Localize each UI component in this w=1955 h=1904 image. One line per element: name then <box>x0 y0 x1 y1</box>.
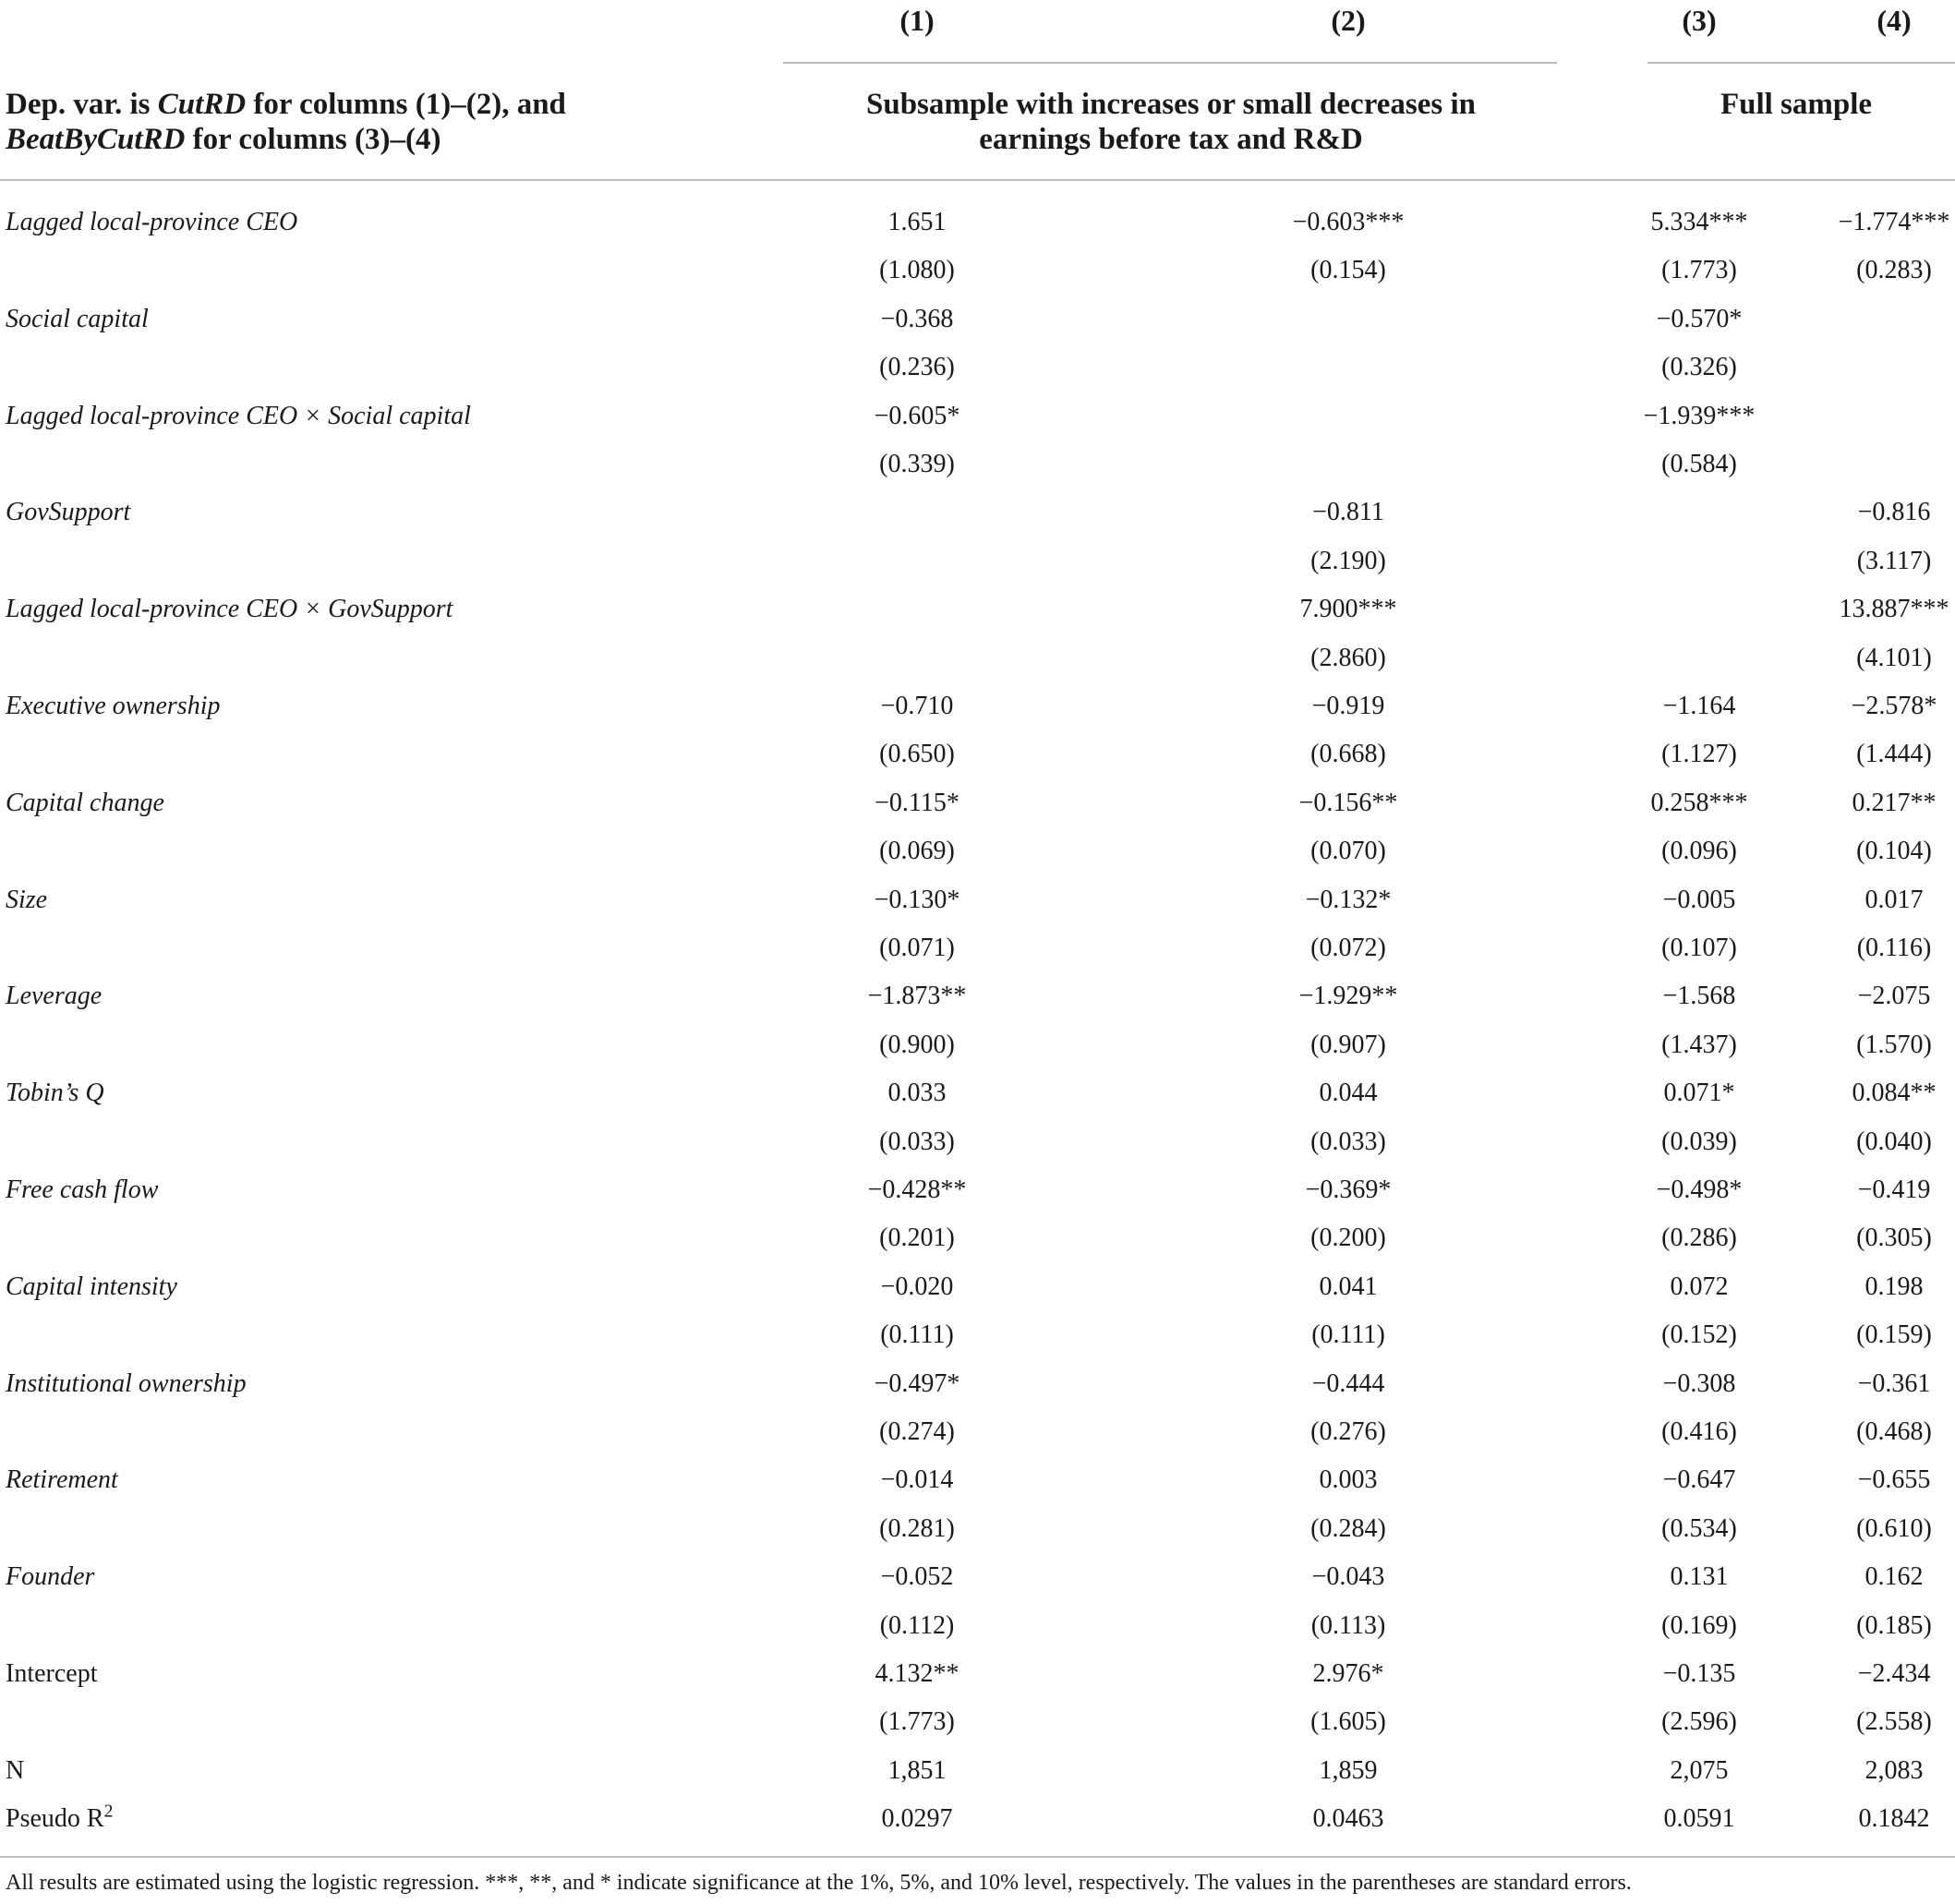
standard-error-cell: (1.570) <box>1856 1030 1932 1059</box>
standard-error-cell: (0.039) <box>1661 1127 1737 1156</box>
standard-error-cell: (0.033) <box>1310 1127 1386 1156</box>
standard-error-cell: (0.286) <box>1661 1223 1737 1252</box>
standard-error-cell: (0.200) <box>1310 1223 1386 1252</box>
coefficient-cell: 0.044 <box>1319 1079 1378 1107</box>
standard-error-cell: (1.773) <box>879 1707 955 1736</box>
standard-error-cell: (0.339) <box>879 450 955 478</box>
row-label: Lagged local-province CEO × GovSupport <box>6 595 453 623</box>
table-footnote: All results are estimated using the logistic regression. ***, **, and * indicate significance at the 1%, 5%, and 10% level, respectively. The values in the parentheses are standard errors. <box>6 1871 1632 1895</box>
standard-error-cell: (0.534) <box>1661 1514 1737 1543</box>
standard-error-cell: (3.117) <box>1856 547 1932 575</box>
coefficient-cell: −0.014 <box>880 1465 954 1494</box>
dep-var-beatbycutrd: BeatByCutRD <box>6 123 186 156</box>
standard-error-cell: (0.610) <box>1856 1514 1932 1543</box>
standard-error-cell: (0.071) <box>879 934 955 962</box>
standard-error-cell: (0.116) <box>1856 934 1932 962</box>
row-label: Social capital <box>6 305 149 333</box>
coefficient-cell: −0.655 <box>1857 1465 1931 1494</box>
column-number-2: (2) <box>1331 4 1366 37</box>
stat-value-cell: 1,851 <box>887 1756 947 1785</box>
row-label: Free cash flow <box>6 1175 159 1204</box>
standard-error-cell: (0.281) <box>879 1514 955 1543</box>
standard-error-cell: (0.305) <box>1856 1223 1932 1252</box>
stat-label-text: Pseudo R <box>6 1804 104 1833</box>
standard-error-cell: (4.101) <box>1856 644 1932 672</box>
standard-error-cell: (0.159) <box>1856 1320 1932 1349</box>
standard-error-cell: (0.033) <box>879 1127 955 1156</box>
coefficient-cell: 0.041 <box>1319 1272 1378 1301</box>
standard-error-cell: (0.111) <box>880 1320 954 1349</box>
stat-label <box>6 1803 113 1835</box>
row-label: Lagged local-province CEO × Social capital <box>6 402 471 430</box>
standard-error-cell: (0.070) <box>1310 837 1386 865</box>
standard-error-cell: (0.040) <box>1856 1127 1932 1156</box>
standard-error-cell: (0.900) <box>879 1030 955 1059</box>
standard-error-cell: (0.072) <box>1310 934 1386 962</box>
coefficient-cell: −1.929** <box>1298 982 1398 1010</box>
coefficient-cell: −0.605* <box>874 402 960 430</box>
standard-error-cell: (2.558) <box>1856 1707 1932 1736</box>
coefficient-cell: −1.774*** <box>1838 208 1950 236</box>
standard-error-cell: (0.107) <box>1661 934 1737 962</box>
group-header-subsample <box>755 87 1587 157</box>
standard-error-cell: (2.190) <box>1310 547 1386 575</box>
standard-error-cell: (0.468) <box>1856 1417 1932 1446</box>
standard-error-cell: (0.284) <box>1310 1514 1386 1543</box>
stat-label-text: N <box>6 1756 25 1785</box>
coefficient-cell: −0.444 <box>1311 1369 1385 1398</box>
coefficient-cell: 0.071* <box>1663 1079 1735 1107</box>
coefficient-cell: −1.939*** <box>1643 402 1756 430</box>
header-bottom-rule <box>0 179 1955 181</box>
coefficient-cell: 5.334*** <box>1650 208 1748 236</box>
coefficient-cell: 1.651 <box>887 208 947 236</box>
standard-error-cell: (0.668) <box>1310 740 1386 768</box>
dependent-variable-header <box>6 87 744 157</box>
standard-error-cell: (1.127) <box>1661 740 1737 768</box>
coefficient-cell: −0.308 <box>1662 1369 1736 1398</box>
row-label: Executive ownership <box>6 692 221 720</box>
coefficient-cell: −2.578* <box>1851 692 1937 720</box>
standard-error-cell: (0.185) <box>1856 1611 1932 1640</box>
standard-error-cell: (0.276) <box>1310 1417 1386 1446</box>
coefficient-cell: −0.497* <box>874 1369 960 1398</box>
standard-error-cell: (0.113) <box>1310 1611 1386 1640</box>
coefficient-cell: −0.419 <box>1857 1175 1931 1204</box>
coefficient-cell: −0.710 <box>880 692 954 720</box>
row-label: Lagged local-province CEO <box>6 208 298 236</box>
standard-error-cell: (0.096) <box>1661 837 1737 865</box>
row-label: Tobin’s Q <box>6 1079 104 1107</box>
standard-error-cell: (0.112) <box>879 1611 955 1640</box>
coefficient-cell: −2.434 <box>1857 1659 1931 1688</box>
stat-value-cell: 1,859 <box>1319 1756 1378 1785</box>
coefficient-cell: −0.052 <box>880 1562 954 1591</box>
coefficient-cell: −0.043 <box>1311 1562 1385 1591</box>
stat-value-cell: 0.0591 <box>1663 1804 1735 1833</box>
coefficient-cell: −0.156** <box>1298 789 1398 817</box>
column-number-3: (3) <box>1682 4 1717 37</box>
coefficient-cell: 0.162 <box>1864 1562 1924 1591</box>
standard-error-cell: (0.326) <box>1661 353 1737 381</box>
standard-error-cell: (0.650) <box>879 740 955 768</box>
coefficient-cell: −0.369* <box>1305 1175 1392 1204</box>
dep-var-suffix: for columns (3)–(4) <box>185 123 441 156</box>
coefficient-cell: 0.258*** <box>1650 789 1748 817</box>
standard-error-cell: (0.907) <box>1310 1030 1386 1059</box>
coefficient-cell: −0.647 <box>1662 1465 1736 1494</box>
coefficient-cell: −1.164 <box>1662 692 1736 720</box>
dep-var-prefix: Dep. var. is <box>6 88 158 121</box>
standard-error-cell: (2.596) <box>1661 1707 1737 1736</box>
coefficient-cell: −0.919 <box>1311 692 1385 720</box>
dep-var-mid: for columns (1)–(2), and <box>246 88 566 121</box>
table-bottom-rule <box>0 1856 1955 1858</box>
coefficient-cell: −0.816 <box>1857 498 1931 526</box>
coefficient-cell: −0.811 <box>1312 498 1384 526</box>
standard-error-cell: (0.236) <box>879 353 955 381</box>
coefficient-cell: −1.568 <box>1662 982 1736 1010</box>
row-label: Size <box>6 886 48 914</box>
row-label: Capital change <box>6 789 164 817</box>
stat-value-cell: 0.0463 <box>1312 1804 1384 1833</box>
stat-label-superscript: 2 <box>103 1802 114 1822</box>
standard-error-cell: (1.605) <box>1310 1707 1386 1736</box>
standard-error-cell: (0.201) <box>879 1223 955 1252</box>
stat-label <box>6 1755 24 1787</box>
coefficient-cell: −0.020 <box>880 1272 954 1301</box>
standard-error-cell: (2.860) <box>1310 644 1386 672</box>
row-label: GovSupport <box>6 498 131 526</box>
row-label: Leverage <box>6 982 103 1010</box>
coefficient-cell: 0.217** <box>1852 789 1937 817</box>
group-2-rule <box>1647 62 1955 64</box>
coefficient-cell: 13.887*** <box>1839 595 1949 623</box>
coefficient-cell: 2.976* <box>1312 1659 1384 1688</box>
group-header-full-sample: Full sample <box>1720 88 1873 121</box>
stat-value-cell: 2,075 <box>1670 1756 1729 1785</box>
coefficient-cell: −0.428** <box>867 1175 967 1204</box>
row-label: Intercept <box>6 1659 98 1688</box>
standard-error-cell: (1.444) <box>1856 740 1932 768</box>
coefficient-cell: −1.873** <box>867 982 967 1010</box>
coefficient-cell: 7.900*** <box>1299 595 1397 623</box>
standard-error-cell: (0.584) <box>1661 450 1737 478</box>
coefficient-cell: −0.132* <box>1305 886 1392 914</box>
coefficient-cell: 0.033 <box>887 1079 947 1107</box>
group-header-subsample-line2: earnings before tax and R&D <box>979 123 1363 156</box>
coefficient-cell: 0.084** <box>1852 1079 1937 1107</box>
coefficient-cell: 0.017 <box>1864 886 1924 914</box>
coefficient-cell: −0.005 <box>1662 886 1736 914</box>
coefficient-cell: −2.075 <box>1857 982 1931 1010</box>
standard-error-cell: (0.283) <box>1856 256 1932 284</box>
group-header-subsample-line1: Subsample with increases or small decreases in <box>865 88 1477 121</box>
coefficient-cell: 0.003 <box>1319 1465 1378 1494</box>
coefficient-cell: −0.130* <box>874 886 960 914</box>
standard-error-cell: (1.437) <box>1661 1030 1737 1059</box>
coefficient-cell: −0.135 <box>1662 1659 1736 1688</box>
column-number-4: (4) <box>1877 4 1912 37</box>
coefficient-cell: 0.131 <box>1670 1562 1729 1591</box>
group-1-rule <box>783 62 1557 64</box>
row-label: Retirement <box>6 1465 118 1494</box>
standard-error-cell: (0.154) <box>1310 256 1386 284</box>
coefficient-cell: −0.115* <box>875 789 959 817</box>
coefficient-cell: 0.198 <box>1864 1272 1924 1301</box>
row-label: Founder <box>6 1562 95 1591</box>
row-label: Institutional ownership <box>6 1369 247 1398</box>
dep-var-cutrd: CutRD <box>157 88 247 121</box>
standard-error-cell: (0.274) <box>879 1417 955 1446</box>
coefficient-cell: −0.603*** <box>1292 208 1405 236</box>
stat-value-cell: 0.1842 <box>1858 1804 1930 1833</box>
standard-error-cell: (0.069) <box>879 837 955 865</box>
coefficient-cell: −0.368 <box>880 305 954 333</box>
row-label: Capital intensity <box>6 1272 177 1301</box>
coefficient-cell: −0.498* <box>1656 1175 1743 1204</box>
coefficient-cell: 4.132** <box>875 1659 959 1688</box>
standard-error-cell: (0.104) <box>1856 837 1932 865</box>
stat-value-cell: 0.0297 <box>881 1804 953 1833</box>
standard-error-cell: (0.111) <box>1311 1320 1385 1349</box>
standard-error-cell: (0.152) <box>1661 1320 1737 1349</box>
coefficient-cell: −0.570* <box>1656 305 1743 333</box>
column-number-1: (1) <box>899 4 935 37</box>
coefficient-cell: −0.361 <box>1857 1369 1931 1398</box>
standard-error-cell: (0.416) <box>1661 1417 1737 1446</box>
standard-error-cell: (1.080) <box>879 256 955 284</box>
standard-error-cell: (1.773) <box>1661 256 1737 284</box>
standard-error-cell: (0.169) <box>1661 1611 1737 1640</box>
stat-value-cell: 2,083 <box>1864 1756 1924 1785</box>
coefficient-cell: 0.072 <box>1670 1272 1729 1301</box>
